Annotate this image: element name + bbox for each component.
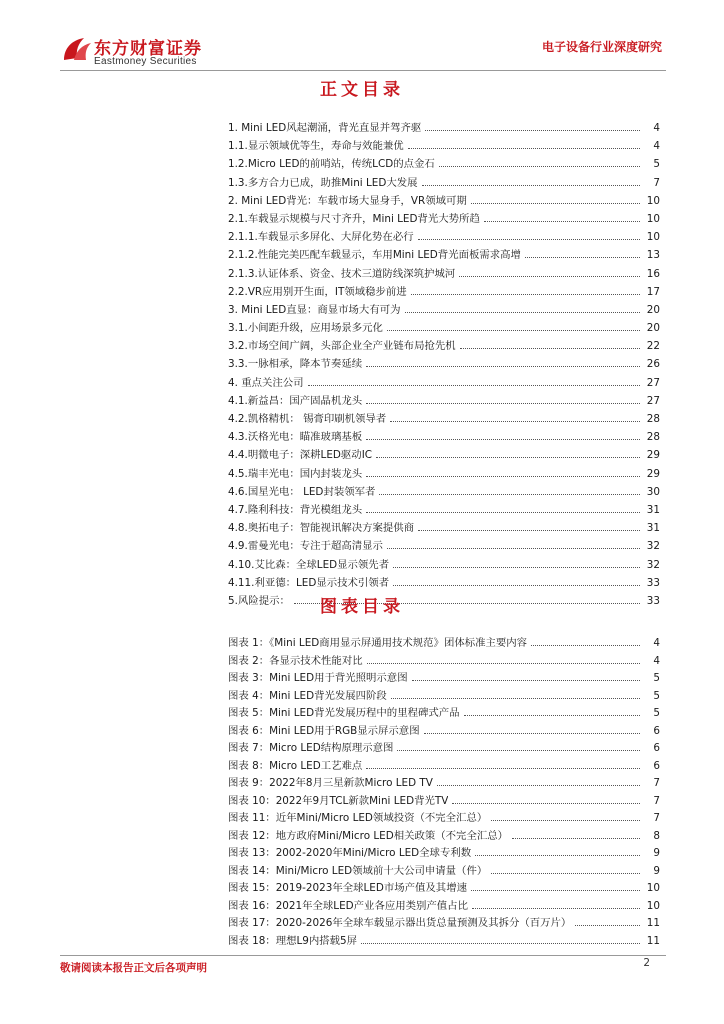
dot-leader: [459, 276, 640, 277]
dot-leader: [366, 403, 640, 404]
dot-leader: [405, 312, 641, 313]
figure-entry-title: 图表 10：2022年9月TCL新款Mini LED背光TV: [228, 794, 449, 807]
dot-leader: [424, 733, 640, 734]
toc-entry[interactable]: [228, 446, 660, 464]
figure-entry-page: 8: [653, 829, 660, 842]
figure-entry[interactable]: [228, 914, 660, 932]
figure-entry[interactable]: [228, 862, 660, 880]
dot-leader: [379, 494, 640, 495]
toc-entry-page: 4: [653, 140, 660, 153]
toc-entry-page: 7: [653, 176, 660, 189]
dot-leader: [308, 385, 640, 386]
dot-leader: [512, 838, 640, 839]
figure-entry[interactable]: [228, 879, 660, 897]
toc-entry-title: 4.4.明微电子：深耕LED驱动IC: [228, 449, 373, 462]
dot-leader: [366, 512, 640, 513]
toc-entry-page: 16: [646, 267, 660, 280]
figure-entry-page: 10: [646, 899, 660, 912]
dot-leader: [393, 567, 640, 568]
toc-entry[interactable]: [228, 428, 660, 446]
figure-entry-title: 图表 2：各显示技术性能对比: [228, 654, 363, 667]
figure-entry-page: 5: [653, 707, 660, 719]
figure-entry[interactable]: [228, 669, 660, 687]
toc-entry-page: 20: [646, 322, 660, 335]
figure-entry-title: 图表 3：Mini LED用于背光照明示意图: [228, 672, 408, 684]
figure-entry-title: 图表 4：Mini LED背光发展四阶段: [228, 689, 387, 702]
dot-leader: [484, 221, 640, 222]
figure-list-title: 图表目录: [320, 597, 404, 617]
toc-entry[interactable]: [228, 501, 660, 519]
figure-entry-page: 7: [653, 777, 660, 789]
header-divider: [60, 70, 666, 71]
toc-entry-title: 1.2.Micro LED的前哨站，传统LCD的点金石: [228, 158, 435, 171]
toc-entry-title: 5.风险提示：: [228, 594, 290, 607]
figure-entry-page: 11: [646, 934, 660, 947]
figure-entry-title: 图表 1：《Mini LED商用显示屏通用技术规范》团体标准主要内容: [228, 637, 528, 649]
dot-leader: [491, 873, 640, 874]
toc-entry[interactable]: [228, 355, 660, 373]
dot-leader: [366, 366, 640, 367]
toc-entry[interactable]: [228, 301, 660, 319]
toc-entry-title: 3. Mini LED直显：商显市场大有可为: [228, 303, 401, 316]
figure-entry-page: 5: [653, 672, 660, 684]
dot-leader: [408, 148, 640, 149]
toc-entry-page: 33: [646, 594, 660, 607]
toc-entry-page: 29: [646, 467, 660, 480]
figure-entry[interactable]: [228, 844, 660, 862]
toc-title: 正文目录: [320, 80, 404, 100]
toc-entry[interactable]: [228, 265, 660, 283]
figure-entry-title: 图表 14：Mini/Micro LED领域前十大公司申请量（件）: [228, 864, 488, 877]
toc-entry-page: 13: [646, 249, 660, 262]
figure-entry[interactable]: [228, 827, 660, 845]
dot-leader: [531, 645, 640, 646]
figure-entry-title: 图表 8：Micro LED工艺难点: [228, 759, 363, 772]
figure-entry-page: 9: [653, 864, 660, 877]
figure-entry[interactable]: [228, 809, 660, 827]
figure-entry[interactable]: [228, 774, 660, 792]
dot-leader: [376, 457, 640, 458]
toc-entry-page: 27: [646, 394, 660, 407]
figure-entry-page: 6: [653, 724, 660, 737]
toc-entry-title: 4.7.隆利科技：背光模组龙头: [228, 503, 363, 516]
toc-entry[interactable]: [228, 519, 660, 537]
dot-leader: [575, 925, 640, 926]
dot-leader: [397, 750, 640, 751]
dot-leader: [425, 130, 640, 131]
figure-entry[interactable]: [228, 757, 660, 775]
toc-entry[interactable]: [228, 374, 660, 392]
toc-entry[interactable]: [228, 319, 660, 337]
toc-entry[interactable]: [228, 283, 660, 301]
dot-leader: [471, 203, 640, 204]
toc-entry-page: 10: [646, 231, 660, 244]
toc-entry-title: 4.11.利亚德：LED显示技术引领者: [228, 576, 390, 589]
toc-entry-page: 10: [646, 212, 660, 225]
figure-entry-title: 图表 6：Mini LED用于RGB显示屏示意图: [228, 724, 420, 737]
toc-entry-page: 10: [646, 194, 660, 207]
figure-entry-title: 图表 7：Micro LED结构原理示意图: [228, 742, 394, 754]
figure-entry-page: 4: [653, 637, 660, 649]
figure-entry-page: 6: [653, 742, 660, 754]
figure-entry-title: 图表 16：2021年全球LED产业各应用类别产值占比: [228, 899, 468, 912]
figure-entry[interactable]: [228, 687, 660, 705]
toc-entry-title: 2. Mini LED背光：车载市场大显身手，VR领域可期: [228, 194, 467, 207]
figure-entry[interactable]: [228, 704, 660, 722]
toc-entry[interactable]: [228, 246, 660, 264]
toc-entry[interactable]: [228, 574, 660, 592]
toc-entry-page: 17: [646, 285, 660, 298]
figure-entry-title: 图表 15：2019-2023年全球LED市场产值及其增速: [228, 882, 467, 894]
figure-entry-page: 6: [653, 759, 660, 772]
toc-entry-title: 1. Mini LED风起潮涌，背光直显并驾齐驱: [228, 122, 422, 134]
figure-entry-title: 图表 5：Mini LED背光发展历程中的里程碑式产品: [228, 707, 460, 719]
figure-entry-page: 9: [653, 847, 660, 859]
dot-leader: [437, 785, 640, 786]
toc-entry-title: 1.3.多方合力已成，助推Mini LED大发展: [228, 176, 418, 189]
figure-entry-title: 图表 11：近年Mini/Micro LED领域投资（不完全汇总）: [228, 812, 488, 824]
toc-entry-page: 33: [646, 576, 660, 589]
toc-entry-page: 26: [646, 358, 660, 371]
dot-leader: [390, 421, 640, 422]
toc-entry-page: 22: [646, 340, 660, 353]
dot-leader: [411, 294, 640, 295]
dot-leader: [491, 820, 640, 821]
page-header: [0, 0, 724, 80]
figure-entry[interactable]: [228, 932, 660, 950]
toc-entry-title: 4. 重点关注公司: [228, 376, 304, 389]
toc-entry-page: 32: [646, 540, 660, 553]
figure-entry-page: 4: [653, 654, 660, 667]
toc-entry[interactable]: [228, 392, 660, 410]
figure-list: [228, 634, 660, 949]
toc-entry-title: 3.2.市场空间广阔，头部企业全产业链布局抢先机: [228, 340, 456, 353]
dot-leader: [387, 548, 640, 549]
dot-leader: [366, 439, 640, 440]
toc-entry-page: 4: [653, 122, 660, 134]
toc-entry-title: 2.2.VR应用别开生面，IT领域稳步前进: [228, 285, 407, 298]
toc-entry-page: 5: [653, 158, 660, 171]
dot-leader: [452, 803, 640, 804]
toc-entry-page: 28: [646, 431, 660, 444]
toc-entry-page: 31: [646, 503, 660, 516]
toc-entry-page: 29: [646, 449, 660, 462]
dot-leader: [361, 943, 640, 944]
toc-entry-page: 30: [646, 485, 660, 498]
toc-entry-title: 2.1.2.性能完美匹配车载显示，车用Mini LED背光面板需求高增: [228, 249, 521, 262]
dot-leader: [439, 166, 640, 167]
dot-leader: [418, 239, 640, 240]
figure-entry[interactable]: [228, 722, 660, 740]
dot-leader: [418, 530, 640, 531]
toc-entry[interactable]: [228, 410, 660, 428]
toc-entry-title: 4.10.艾比森：全球LED显示领先者: [228, 558, 390, 571]
toc-entry[interactable]: [228, 119, 660, 137]
dot-leader: [393, 585, 640, 586]
dot-leader: [412, 680, 640, 681]
dot-leader: [475, 855, 640, 856]
figure-entry-title: 图表 13：2002-2020年Mini/Micro LED全球专利数: [228, 847, 472, 859]
toc-entry-title: 4.2.凯格精机： 锡膏印刷机领导者: [228, 413, 387, 425]
eastmoney-logo-icon: [60, 34, 94, 64]
toc-entry-title: 4.6.国星光电： LED封装领军者: [228, 485, 376, 498]
disclaimer-text[interactable]: 敬请阅读本报告正文后各项声明: [60, 962, 207, 974]
report-type-label: 电子设备行业深度研究: [541, 40, 662, 54]
footer-divider: [60, 955, 666, 956]
figure-entry[interactable]: [228, 652, 660, 670]
figure-entry-title: 图表 17：2020-2026年全球车载显示器出货总量预测及其拆分（百万片）: [228, 917, 572, 929]
toc-entry-title: 4.1.新益昌：国产固晶机龙头: [228, 394, 363, 407]
toc-entry-page: 20: [646, 303, 660, 316]
toc-entry-title: 1.1.显示领域优等生，寿命与效能兼优: [228, 140, 404, 153]
toc-entry-title: 2.1.车载显示规模与尺寸齐升，Mini LED背光大势所趋: [228, 212, 480, 225]
dot-leader: [366, 476, 640, 477]
figure-entry[interactable]: [228, 739, 660, 757]
toc-entry-page: 31: [646, 522, 660, 535]
figure-entry-page: 10: [646, 882, 660, 894]
toc-entry[interactable]: [228, 137, 660, 155]
toc-entry[interactable]: [228, 155, 660, 173]
dot-leader: [471, 890, 640, 891]
dot-leader: [391, 698, 640, 699]
toc-entry[interactable]: [228, 465, 660, 483]
figure-entry[interactable]: [228, 897, 660, 915]
toc-entry[interactable]: [228, 174, 660, 192]
dot-leader: [525, 257, 640, 258]
dot-leader: [367, 663, 640, 664]
toc-entry-title: 4.8.奥拓电子：智能视讯解决方案提供商: [228, 522, 415, 535]
toc-entry-title: 2.1.3.认证体系、资金、技术三道防线深筑护城河: [228, 267, 456, 280]
figure-entry-page: 7: [653, 794, 660, 807]
toc-entry-title: 2.1.1.车载显示多屏化、大屏化势在必行: [228, 231, 414, 244]
brand-name-en: Eastmoney Securities: [94, 56, 197, 67]
toc-entry-page: 27: [646, 376, 660, 389]
brand-name-cn: 东方财富证券: [94, 39, 202, 59]
figure-entry-page: 11: [646, 917, 660, 929]
dot-leader: [472, 908, 640, 909]
dot-leader: [460, 348, 640, 349]
toc-entry[interactable]: [228, 192, 660, 210]
figure-entry-title: 图表 18：理想L9内搭载5屏: [228, 934, 358, 947]
toc-entry[interactable]: [228, 556, 660, 574]
toc-entry-title: 4.9.雷曼光电：专注于超高清显示: [228, 540, 383, 553]
dot-leader: [422, 185, 641, 186]
figure-entry-title: 图表 9：2022年8月三星新款Micro LED TV: [228, 777, 433, 789]
figure-entry[interactable]: [228, 792, 660, 810]
toc-entry-page: 28: [646, 413, 660, 425]
dot-leader: [464, 715, 640, 716]
figure-entry-page: 7: [653, 812, 660, 824]
toc-entry-page: 32: [646, 558, 660, 571]
figure-entry-title: 图表 12：地方政府Mini/Micro LED相关政策（不完全汇总）: [228, 829, 509, 842]
dot-leader: [387, 330, 640, 331]
toc-entry[interactable]: [228, 337, 660, 355]
toc-entry-title: 3.1.小间距升级，应用场景多元化: [228, 322, 383, 335]
toc-entry-title: 3.3.一脉相承，降本节奏延续: [228, 358, 363, 371]
figure-entry-page: 5: [653, 689, 660, 702]
page-number: 2: [643, 957, 650, 969]
dot-leader: [366, 768, 640, 769]
toc-entry-title: 4.5.瑞丰光电：国内封装龙头: [228, 467, 363, 480]
toc-entry-title: 4.3.沃格光电：瞄准玻璃基板: [228, 431, 363, 444]
toc-list: [228, 119, 660, 610]
toc-entry[interactable]: [228, 210, 660, 228]
toc-entry[interactable]: [228, 483, 660, 501]
toc-entry[interactable]: [228, 537, 660, 555]
figure-entry[interactable]: [228, 634, 660, 652]
toc-entry[interactable]: [228, 228, 660, 246]
